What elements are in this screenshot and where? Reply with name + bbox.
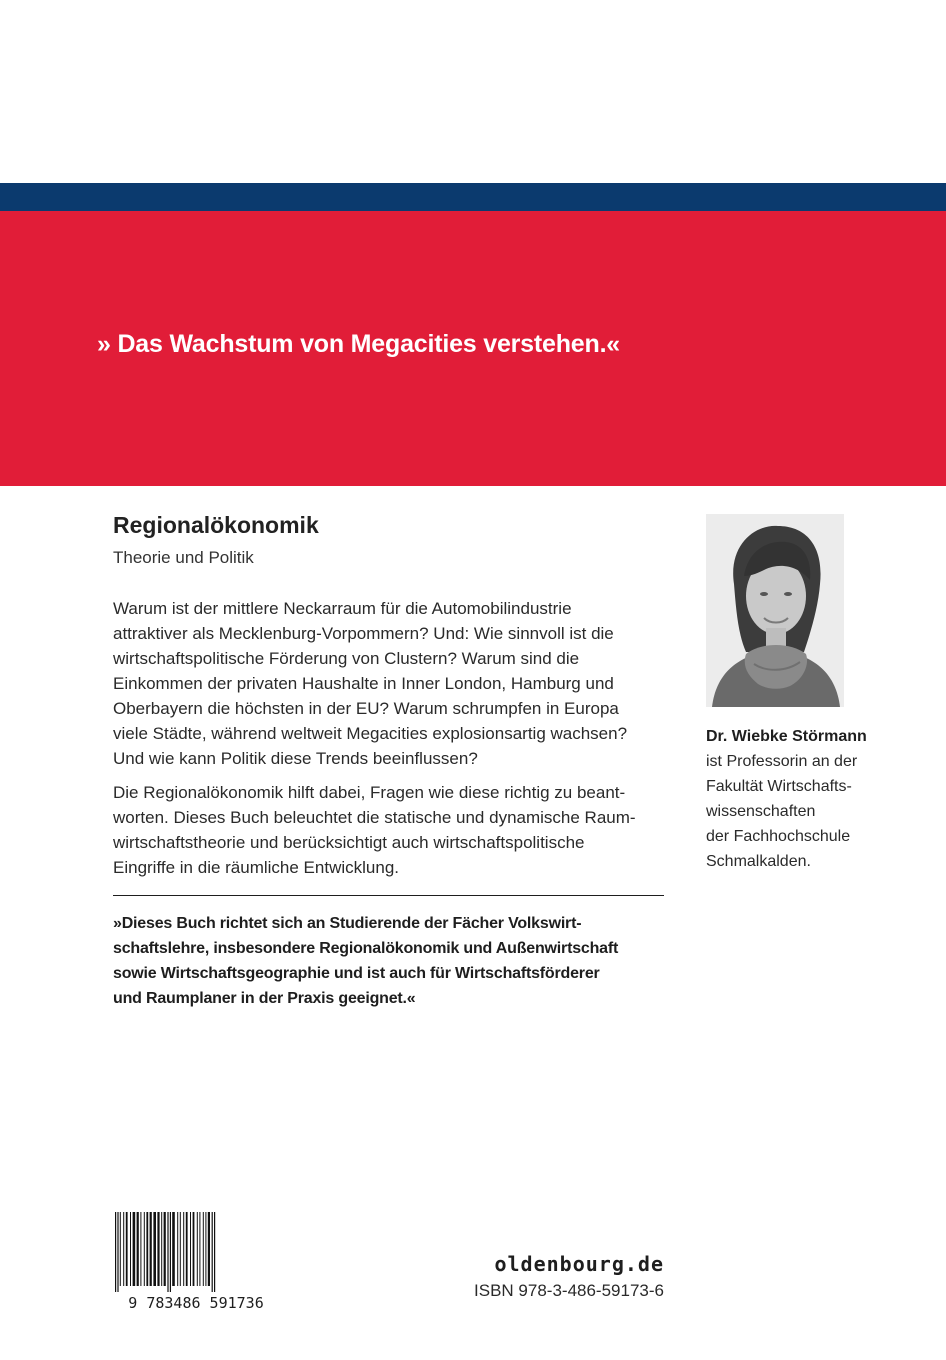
- barcode-bar: [126, 1212, 128, 1286]
- quote-line: schaftslehre, insbesondere Regionalökonomik und Außenwirtschaft: [113, 940, 619, 957]
- description-paragraph-2: [113, 780, 683, 880]
- barcode-bar: [164, 1212, 166, 1286]
- barcode-digits: 9 783486 591736: [128, 1294, 264, 1312]
- book-subtitle: Theorie und Politik: [113, 548, 254, 567]
- barcode-bar: [190, 1212, 191, 1286]
- recommendation-quote: [113, 911, 683, 1011]
- divider-rule: [113, 895, 664, 896]
- description-line: Oberbayern die höchsten in der EU? Warum schrumpfen in Europa: [113, 699, 619, 718]
- description-line: Einkommen der privaten Haushalte in Inner London, Hamburg und: [113, 674, 614, 693]
- barcode-bar: [130, 1212, 131, 1286]
- isbn-number: ISBN 978-3-486-59173-6: [474, 1281, 664, 1300]
- quote-line: »Dieses Buch richtet sich an Studierende der Fächer Volkswirt-: [113, 915, 582, 932]
- description-line: Warum ist der mittlere Neckarraum für die Automobilindustrie: [113, 599, 572, 618]
- barcode-bar: [180, 1212, 181, 1286]
- author-portrait-icon: [706, 514, 844, 707]
- author-bio-line: der Fachhochschule: [706, 828, 851, 845]
- author-bio-line: wissenschaften: [706, 803, 816, 820]
- description-line: viele Städte, während weltweit Megacities explosionsartig wachsen?: [113, 724, 628, 743]
- quote-line: sowie Wirtschaftsgeographie und ist auch für Wirtschaftsförderer: [113, 965, 600, 982]
- barcode-bar: [177, 1212, 178, 1286]
- description-line: wirtschaftspolitische Förderung von Clustern? Warum sind die: [113, 649, 580, 668]
- description-line: wirtschaftstheorie und berücksichtigt auch wirtschaftspolitische: [113, 833, 585, 852]
- author-name: Dr. Wiebke Störmann: [706, 728, 867, 745]
- quote-line: und Raumplaner in der Praxis geeignet.«: [113, 990, 416, 1007]
- barcode-bar: [203, 1212, 204, 1286]
- isbn-barcode: [113, 1212, 279, 1312]
- book-title: Regionalökonomik: [113, 512, 319, 538]
- barcode-bar: [161, 1212, 162, 1286]
- author-bio-line: ist Professorin an der: [706, 753, 858, 770]
- author-bio-line: Schmalkalden.: [706, 853, 811, 870]
- barcode-bar: [115, 1212, 116, 1292]
- tagline: » Das Wachstum von Megacities verstehen.«: [97, 330, 621, 358]
- barcode-bar: [146, 1212, 148, 1286]
- barcode-bar: [193, 1212, 195, 1286]
- barcode-bar: [214, 1212, 215, 1292]
- description-line: attraktiver als Mecklenburg-Vorpommern? Und: Wie sinnvoll ist die: [113, 624, 614, 643]
- barcode-bar: [186, 1212, 188, 1286]
- barcode-bar: [208, 1212, 210, 1286]
- navy-band: [0, 183, 946, 211]
- barcode-bar: [205, 1212, 206, 1286]
- barcode-bar: [120, 1212, 121, 1286]
- barcode-bar: [167, 1212, 168, 1292]
- barcode-icon: [113, 1212, 279, 1312]
- author-photo: [706, 514, 844, 707]
- barcode-bar: [144, 1212, 145, 1286]
- barcode-bar: [153, 1212, 156, 1286]
- description-line: Eingriffe in die räumliche Entwicklung.: [113, 858, 399, 877]
- description-line: Die Regionalökonomik hilft dabei, Fragen wie diese richtig zu beant-: [113, 783, 626, 802]
- barcode-bar: [133, 1212, 136, 1286]
- barcode-bar: [172, 1212, 175, 1286]
- author-bio-line: Fakultät Wirtschafts-: [706, 778, 852, 795]
- barcode-bar: [137, 1212, 139, 1286]
- barcode-bar: [212, 1212, 213, 1292]
- barcode-bar: [197, 1212, 198, 1286]
- barcode-bar: [170, 1212, 171, 1292]
- barcode-bar: [150, 1212, 152, 1286]
- barcode-bar: [123, 1212, 124, 1286]
- description-paragraph-1: [113, 596, 683, 771]
- publisher-url: oldenbourg.de: [494, 1252, 664, 1276]
- author-info: [706, 724, 906, 874]
- description-line: Und wie kann Politik diese Trends beeinflussen?: [113, 749, 478, 768]
- barcode-bar: [199, 1212, 200, 1286]
- description-line: worten. Dieses Buch beleuchtet die statische und dynamische Raum-: [113, 808, 636, 827]
- barcode-bar: [140, 1212, 141, 1286]
- barcode-bar: [183, 1212, 184, 1286]
- barcode-bar: [157, 1212, 159, 1286]
- barcode-bar: [117, 1212, 118, 1292]
